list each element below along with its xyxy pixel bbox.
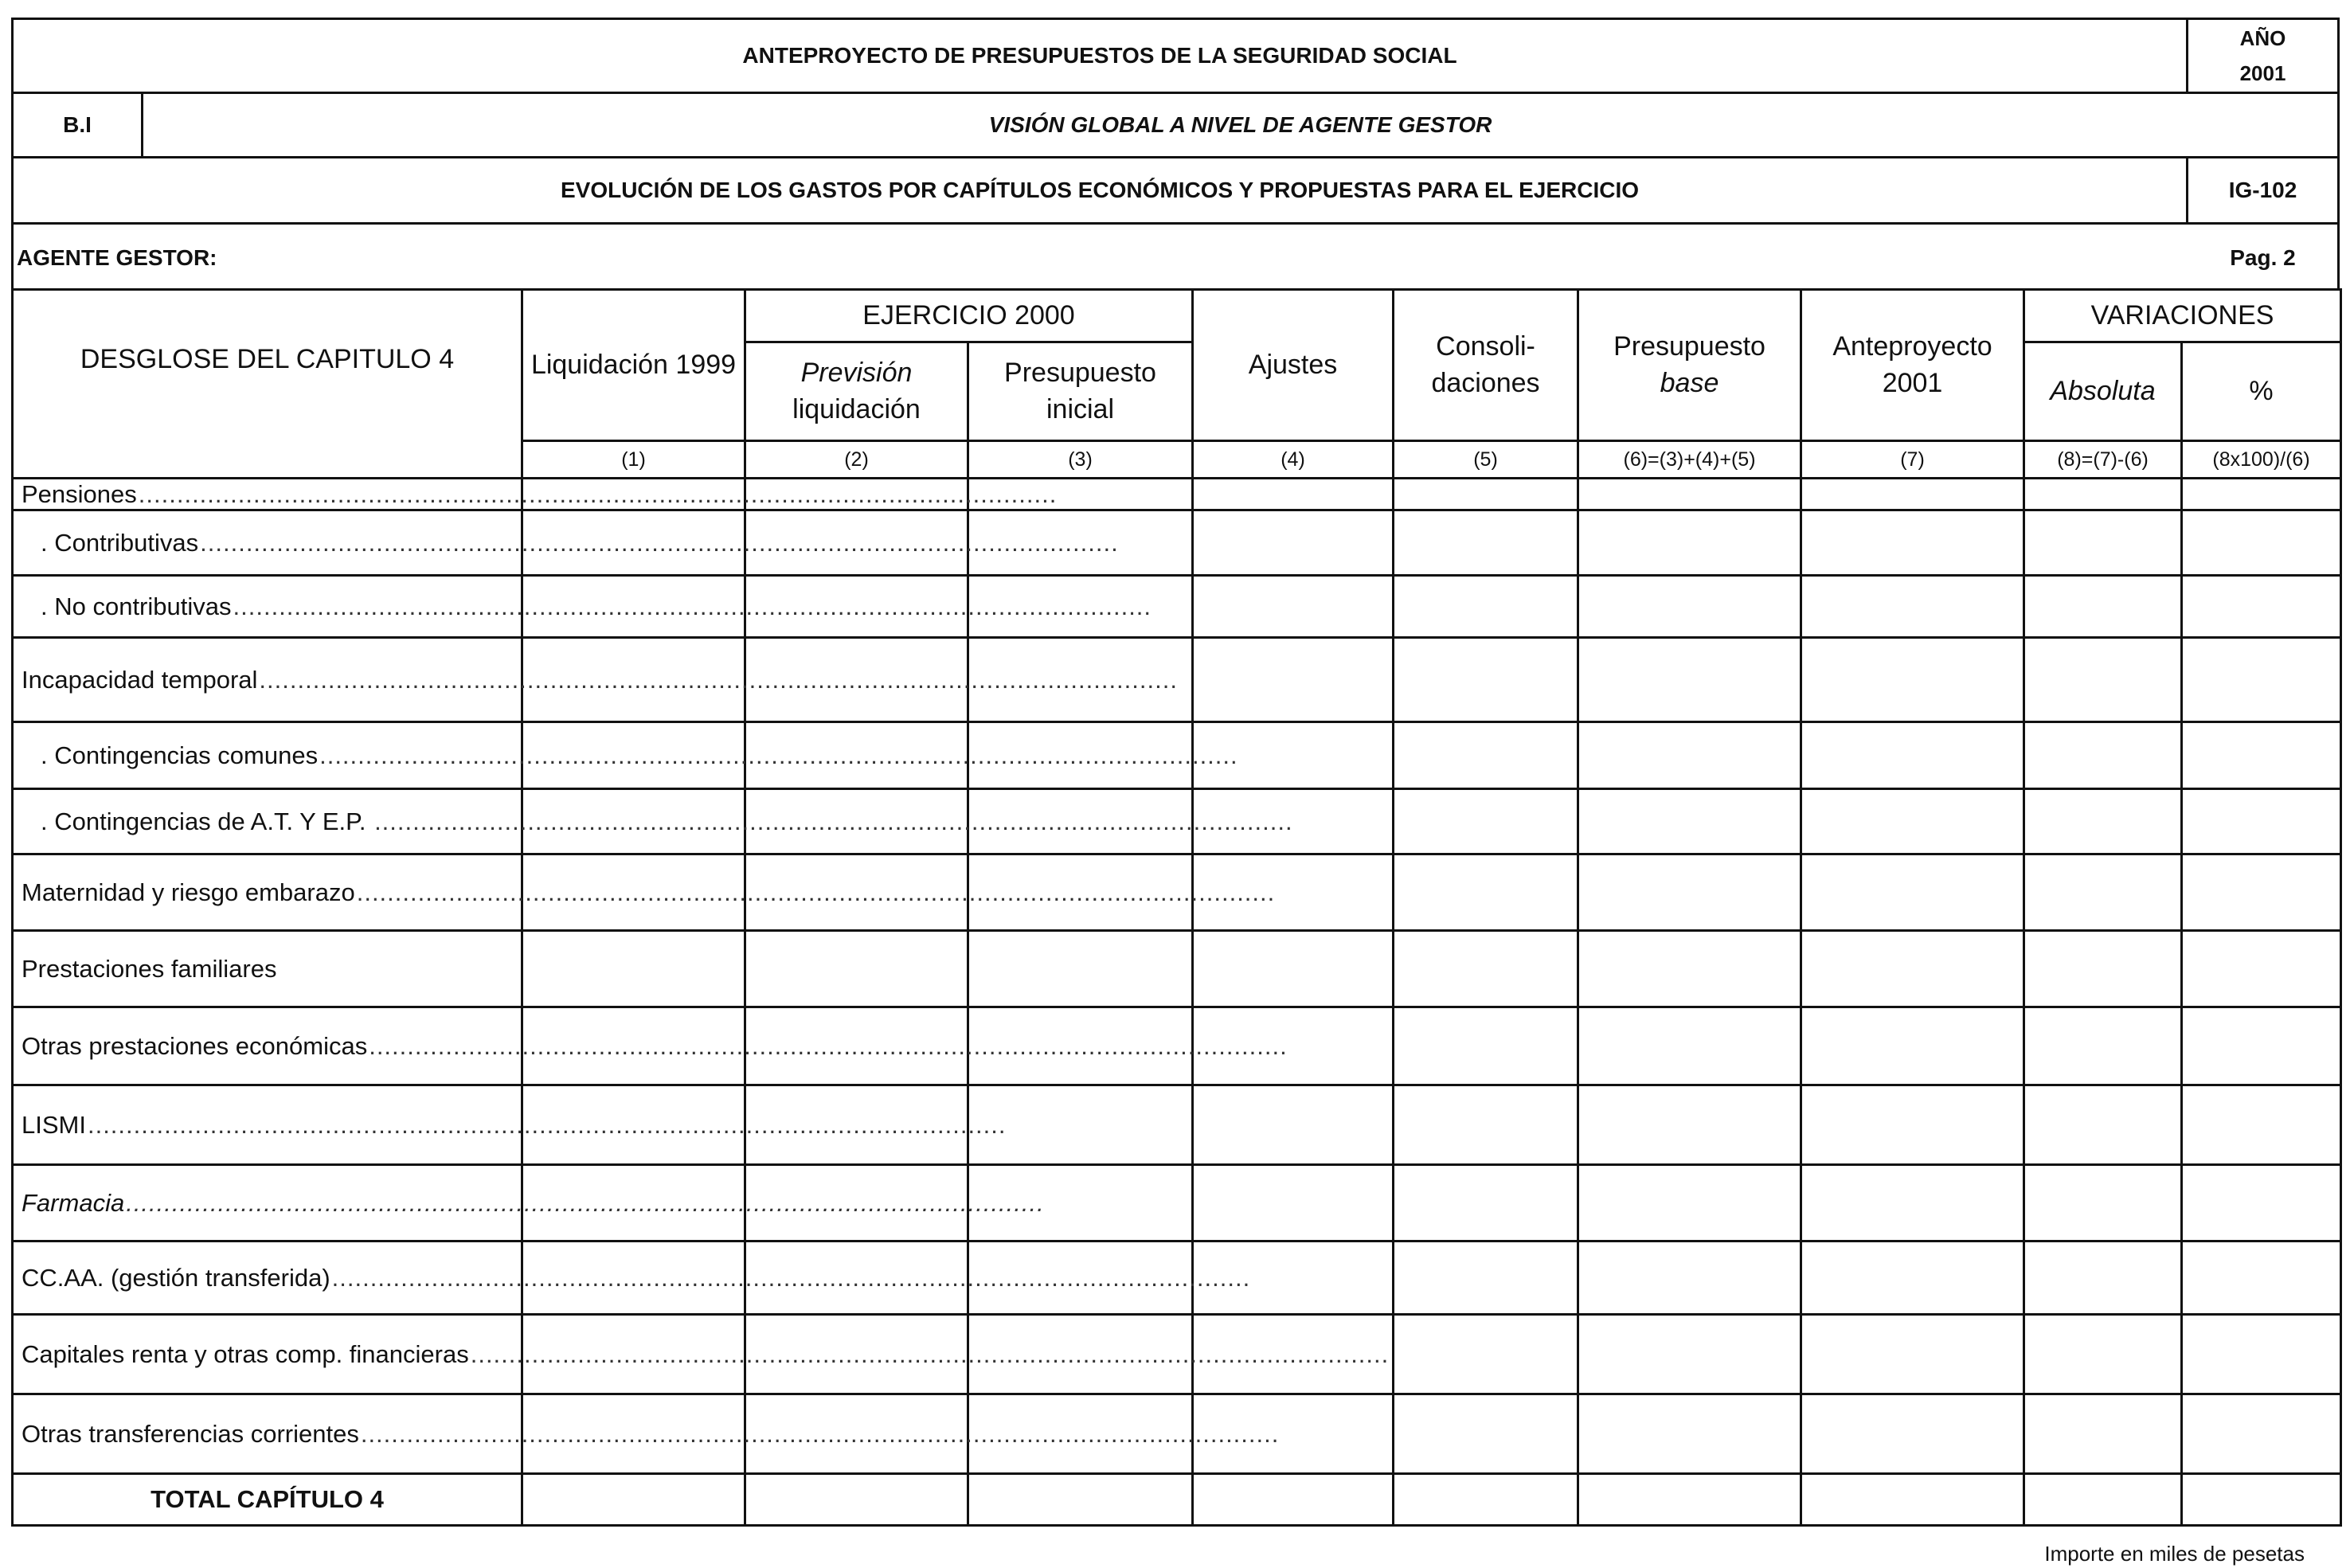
table-row bbox=[13, 479, 2341, 510]
value-cell bbox=[2182, 479, 2341, 510]
value-cell bbox=[2182, 931, 2341, 1007]
value-cell bbox=[1801, 1085, 2024, 1165]
table-row bbox=[13, 576, 2341, 638]
value-cell bbox=[2182, 638, 2341, 722]
form-title: ANTEPROYECTO DE PRESUPUESTOS DE LA SEGURIDAD SOCIAL bbox=[742, 43, 1457, 68]
value-cell bbox=[2182, 1085, 2341, 1165]
table-row bbox=[13, 931, 2341, 1007]
value-cell bbox=[2024, 854, 2182, 931]
report-code: IG-102 bbox=[2228, 178, 2297, 202]
value-cell bbox=[2024, 479, 2182, 510]
section-title: VISIÓN GLOBAL A NIVEL DE AGENTE GESTOR bbox=[988, 112, 1492, 137]
table-row bbox=[13, 854, 2341, 931]
value-cell bbox=[1801, 1165, 2024, 1241]
value-cell bbox=[1394, 1394, 1578, 1474]
row-label: . Contributivas........................................................................................................................ bbox=[13, 510, 522, 576]
value-cell bbox=[1578, 1007, 1801, 1085]
value-cell bbox=[1801, 1007, 2024, 1085]
value-cell bbox=[2024, 1085, 2182, 1165]
value-cell bbox=[2024, 1315, 2182, 1394]
report-title-bar bbox=[11, 156, 2340, 225]
table-row bbox=[13, 1165, 2341, 1241]
presupuesto-base-header: Presupuesto base bbox=[1578, 290, 1801, 441]
value-cell bbox=[1394, 510, 1578, 576]
value-cell bbox=[1394, 789, 1578, 854]
value-cell bbox=[1394, 1085, 1578, 1165]
row-label: Prestaciones familiares bbox=[13, 931, 522, 1007]
value-cell bbox=[1578, 1165, 1801, 1241]
row-label: Farmacia........................................................................................................................ bbox=[13, 1165, 522, 1241]
value-cell bbox=[1193, 576, 1394, 638]
total-row bbox=[13, 1474, 2341, 1526]
value-cell bbox=[1578, 931, 1801, 1007]
value-cell bbox=[1578, 854, 1801, 931]
value-cell bbox=[522, 931, 745, 1007]
table-row bbox=[13, 638, 2341, 722]
value-cell bbox=[1578, 510, 1801, 576]
table-row bbox=[13, 1315, 2341, 1394]
value-cell bbox=[1578, 479, 1801, 510]
year-value: 2001 bbox=[2239, 61, 2286, 85]
column-number: (8x100)/(6) bbox=[2182, 441, 2341, 479]
value-cell bbox=[1394, 479, 1578, 510]
value-cell bbox=[2182, 854, 2341, 931]
chapter-breakdown-table bbox=[11, 288, 2342, 1527]
value-cell bbox=[2182, 510, 2341, 576]
value-cell bbox=[1801, 1394, 2024, 1474]
value-cell bbox=[1801, 854, 2024, 931]
column-number: (4) bbox=[1193, 441, 1394, 479]
value-cell bbox=[2024, 789, 2182, 854]
value-cell bbox=[2024, 638, 2182, 722]
table-row bbox=[13, 1007, 2341, 1085]
value-cell bbox=[1578, 638, 1801, 722]
value-cell bbox=[2182, 1165, 2341, 1241]
value-cell bbox=[1394, 576, 1578, 638]
value-cell bbox=[1394, 931, 1578, 1007]
prevision-header: Previsión liquidación bbox=[745, 342, 968, 441]
value-cell bbox=[1801, 638, 2024, 722]
column-number: (3) bbox=[968, 441, 1193, 479]
agent-bar bbox=[11, 222, 2340, 291]
value-cell bbox=[1193, 1085, 1394, 1165]
column-number: (8)=(7)-(6) bbox=[2024, 441, 2182, 479]
section-bar bbox=[11, 92, 2340, 158]
variaciones-group-header: VARIACIONES bbox=[2024, 290, 2341, 342]
percent-header: % bbox=[2182, 342, 2341, 441]
value-cell bbox=[2024, 931, 2182, 1007]
column-number: (7) bbox=[1801, 441, 2024, 479]
row-label: Maternidad y riesgo embarazo........................................................................................................................ bbox=[13, 854, 522, 931]
value-cell bbox=[1394, 854, 1578, 931]
row-label: . No contributivas........................................................................................................................ bbox=[13, 576, 522, 638]
value-cell bbox=[2024, 1394, 2182, 1474]
value-cell bbox=[1394, 1241, 1578, 1315]
row-label: Otras transferencias corrientes........................................................................................................................ bbox=[13, 1394, 522, 1474]
anteproyecto-header: Anteproyecto 2001 bbox=[1801, 290, 2024, 441]
value-cell bbox=[1578, 1085, 1801, 1165]
presupuesto-inicial-header: Presupuesto inicial bbox=[968, 342, 1193, 441]
agent-label: AGENTE GESTOR: bbox=[17, 244, 217, 270]
row-label: . Contingencias comunes........................................................................................................................ bbox=[13, 722, 522, 789]
column-number: (6)=(3)+(4)+(5) bbox=[1578, 441, 1801, 479]
table-row bbox=[13, 722, 2341, 789]
consolidaciones-header: Consoli- daciones bbox=[1394, 290, 1578, 441]
table-row bbox=[13, 789, 2341, 854]
value-cell bbox=[2024, 1165, 2182, 1241]
value-cell bbox=[2182, 1241, 2341, 1315]
value-cell bbox=[1193, 638, 1394, 722]
value-cell bbox=[1193, 931, 1394, 1007]
value-cell bbox=[1801, 722, 2024, 789]
row-label: CC.AA. (gestión transferida)........................................................................................................................ bbox=[13, 1241, 522, 1315]
ejercicio-group-header: EJERCICIO 2000 bbox=[745, 290, 1193, 342]
row-label: Incapacidad temporal........................................................................................................................ bbox=[13, 638, 522, 722]
value-cell bbox=[1578, 1241, 1801, 1315]
value-cell bbox=[2182, 1007, 2341, 1085]
row-label: Pensiones........................................................................................................................ bbox=[13, 479, 522, 510]
value-cell bbox=[745, 931, 968, 1007]
value-cell bbox=[2024, 1007, 2182, 1085]
page-label: Pag. 2 bbox=[2230, 244, 2296, 270]
value-cell bbox=[1394, 1007, 1578, 1085]
year-box bbox=[2188, 20, 2337, 92]
value-cell bbox=[1801, 479, 2024, 510]
column-number: (2) bbox=[745, 441, 968, 479]
value-cell bbox=[2024, 722, 2182, 789]
value-cell bbox=[1801, 1315, 2024, 1394]
value-cell bbox=[1394, 1165, 1578, 1241]
total-label: TOTAL CAPÍTULO 4 bbox=[13, 1474, 522, 1526]
year-label: AÑO bbox=[2239, 25, 2286, 50]
row-label: . Contingencias de A.T. Y E.P. ........................................................................................................................ bbox=[13, 789, 522, 854]
column-number: (1) bbox=[522, 441, 745, 479]
row-label: LISMI........................................................................................................................ bbox=[13, 1085, 522, 1165]
value-cell bbox=[1578, 789, 1801, 854]
value-cell bbox=[2024, 510, 2182, 576]
value-cell bbox=[1801, 931, 2024, 1007]
value-cell bbox=[1394, 1315, 1578, 1394]
desglose-header: DESGLOSE DEL CAPITULO 4 bbox=[13, 290, 522, 479]
section-code: B.I bbox=[63, 112, 92, 137]
value-cell bbox=[2182, 1394, 2341, 1474]
value-cell bbox=[1578, 1394, 1801, 1474]
value-cell bbox=[1394, 722, 1578, 789]
value-cell bbox=[1801, 576, 2024, 638]
column-number: (5) bbox=[1394, 441, 1578, 479]
absoluta-header: Absoluta bbox=[2024, 342, 2182, 441]
value-cell bbox=[2024, 576, 2182, 638]
value-cell bbox=[1801, 510, 2024, 576]
value-cell bbox=[1193, 1165, 1394, 1241]
table-row bbox=[13, 510, 2341, 576]
value-cell bbox=[1394, 638, 1578, 722]
value-cell bbox=[1801, 789, 2024, 854]
value-cell bbox=[1578, 576, 1801, 638]
row-label: Otras prestaciones económicas........................................................................................................................ bbox=[13, 1007, 522, 1085]
footnote: Importe en miles de pesetas bbox=[2044, 1542, 2305, 1566]
value-cell bbox=[1578, 722, 1801, 789]
liquidacion-header: Liquidación 1999 bbox=[522, 290, 745, 441]
table-row bbox=[13, 1085, 2341, 1165]
table-row bbox=[13, 1394, 2341, 1474]
value-cell bbox=[2182, 722, 2341, 789]
report-title: EVOLUCIÓN DE LOS GASTOS POR CAPÍTULOS ECONÓMICOS Y PROPUESTAS PARA EL EJERCICIO bbox=[560, 178, 1640, 202]
value-cell bbox=[2024, 1241, 2182, 1315]
value-cell bbox=[2182, 1315, 2341, 1394]
ajustes-header: Ajustes bbox=[1193, 290, 1394, 441]
value-cell bbox=[1801, 1241, 2024, 1315]
value-cell bbox=[2182, 789, 2341, 854]
value-cell bbox=[1578, 1315, 1801, 1394]
row-label: Capitales renta y otras comp. financieras........................................................................................................................ bbox=[13, 1315, 522, 1394]
value-cell bbox=[1193, 479, 1394, 510]
value-cell bbox=[1193, 510, 1394, 576]
value-cell bbox=[2182, 576, 2341, 638]
value-cell bbox=[968, 931, 1193, 1007]
table-row bbox=[13, 1241, 2341, 1315]
form-title-bar bbox=[11, 18, 2340, 94]
